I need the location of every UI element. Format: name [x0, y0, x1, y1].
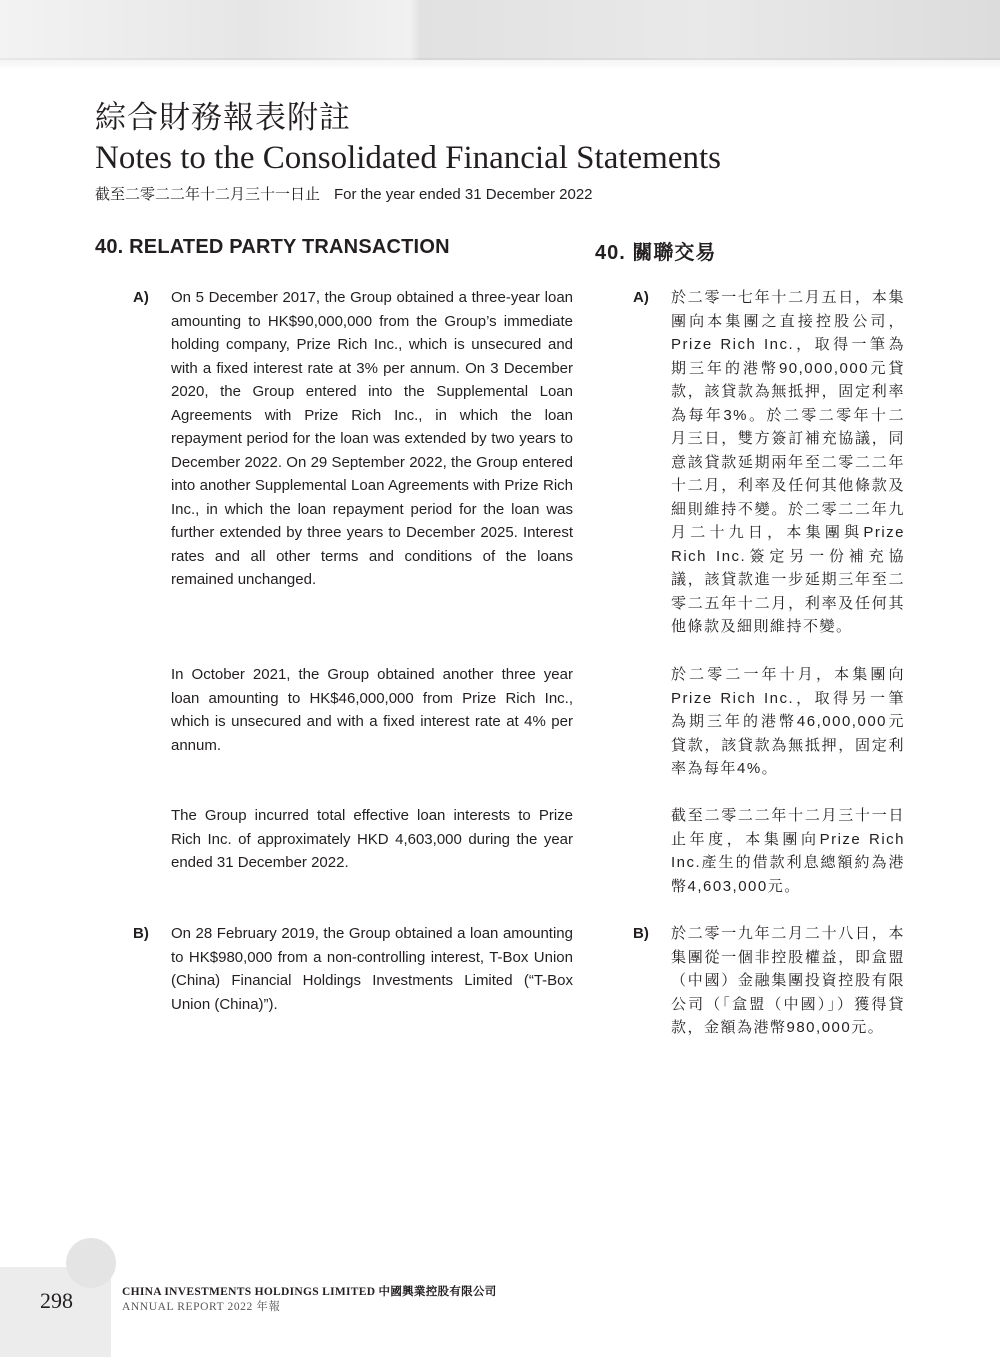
- period-en: For the year ended 31 December 2022: [334, 186, 593, 203]
- item-b-label-zh: B): [633, 925, 649, 942]
- footer-report-name: ANNUAL REPORT 2022 年報: [122, 1301, 281, 1313]
- item-b-zh: [633, 922, 905, 1040]
- item-a-label-en: A): [133, 289, 149, 306]
- page-header: [95, 98, 955, 206]
- item-a-paragraph-2-block-zh: [633, 663, 905, 781]
- footer-text: [122, 1285, 497, 1315]
- item-a-paragraph-2-block-en: [133, 663, 573, 757]
- item-a-zh: [633, 286, 905, 639]
- item-a-label-zh: A): [633, 289, 649, 306]
- footer-decorative-circle: [66, 1238, 116, 1288]
- item-a-paragraph-3-block-en: [133, 804, 573, 875]
- page-title-zh: 綜合財務報表附註: [95, 100, 351, 136]
- section-title-zh: 40. 關聯交易: [595, 242, 717, 264]
- section-title-en: 40. RELATED PARTY TRANSACTION: [95, 236, 450, 258]
- item-a-paragraph-3-en: The Group incurred total effective loan interests to Prize Rich Inc. of approximately HKD 4,603,000 during the year ended 31 December 2022.: [171, 807, 573, 871]
- item-b-en: [133, 922, 573, 1016]
- item-b-paragraph-1-en: On 28 February 2019, the Group obtained a loan amounting to HK$980,000 from a non-controlling interest, T-Box Union (China) Financial Holdings Investments Limited (“T-Box Union (China)”).: [171, 925, 573, 1013]
- item-a-paragraph-1-zh: 於二零一七年十二月五日，本集團向本集團之直接控股公司，Prize Rich Inc.，取得一筆為期三年的港幣90,000,000元貸款，該貸款為無抵押，固定利率為每年3%。於二零二零年十二月三日，雙方簽訂補充協議，同意該貸款延期兩年至二零二二年十二月，利率及任何其他條款及細則維持不變。於二零二二年九月二十九日，本集團與Prize Rich Inc.簽定另一份補充協議，該貸款進一步延期三年至二零二五年十二月，利率及任何其他條款及細則維持不變。: [671, 289, 905, 635]
- item-b-paragraph-1-zh: 於二零一九年二月二十八日，本集團從一個非控股權益，即盒盟（中國）金融集團投資控股有限公司（「盒盟（中國）」）獲得貸款，金額為港幣980,000元。: [671, 925, 905, 1036]
- item-a-paragraph-3-zh: 截至二零二二年十二月三十一日止年度，本集團向Prize Rich Inc.產生的借款利息總額約為港幣4,603,000元。: [671, 807, 905, 895]
- item-a-paragraph-2-en: In October 2021, the Group obtained another three year loan amounting to HK$46,000,000 from Prize Rich Inc., which is unsecured and with a fixed interest rate at 4% per annum.: [171, 666, 573, 754]
- item-a-en: [133, 286, 573, 592]
- footer-company-name: CHINA INVESTMENTS HOLDINGS LIMITED 中國興業控股有限公司: [122, 1286, 497, 1298]
- period-line: [95, 184, 955, 206]
- top-decorative-band: [0, 0, 1000, 60]
- item-a-paragraph-2-zh: 於二零二一年十月，本集團向Prize Rich Inc.，取得另一筆為期三年的港幣46,000,000元貸款，該貸款為無抵押，固定利率為每年4%。: [671, 666, 905, 777]
- item-b-label-en: B): [133, 925, 149, 942]
- period-zh: 截至二零二二年十二月三十一日止: [95, 186, 321, 203]
- page-title-en: Notes to the Consolidated Financial Statements: [95, 140, 721, 176]
- item-a-paragraph-3-block-zh: [633, 804, 905, 898]
- page-number: 298: [40, 1288, 73, 1313]
- item-a-paragraph-1-en: On 5 December 2017, the Group obtained a three-year loan amounting to HK$90,000,000 from the Group’s immediate holding company, Prize Rich Inc., which is unsecured and with a fixed interest rate at 3% per annum. On 3 December 2020, the Group entered into the Supplemental Loan Agreements with Prize Rich Inc., in which the loan repayment period for the loan was extended by two years to December 2022. On 29 September 2022, the Group entered into another Supplemental Loan Agreements with Prize Rich Inc., in which the loan repayment period for the loan was further extended by three years to December 2025. Interest rates and all other terms and conditions of the loans remained unchanged.: [171, 289, 573, 588]
